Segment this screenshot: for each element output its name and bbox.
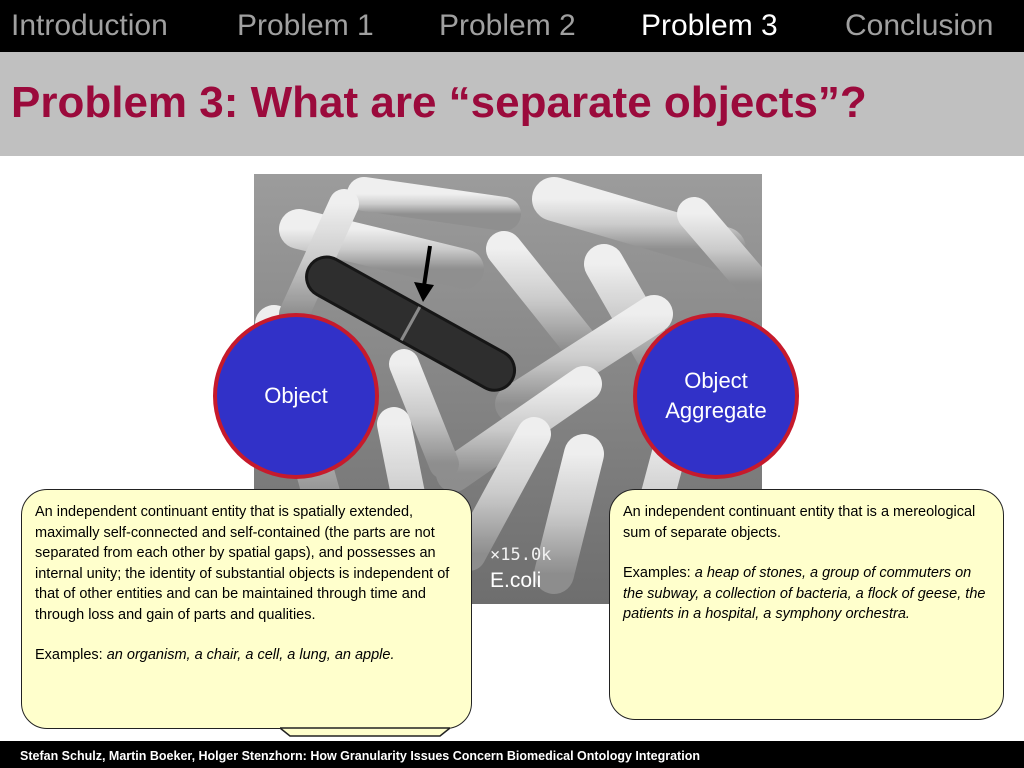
tab-introduction[interactable]: Introduction [11, 9, 168, 42]
object-definition: An independent continuant entity that is spatially extended, maximally self-connected and self-contained (the parts are not separated from each other by spatial gaps), and possesses an internal unity; the identity of substantial objects is independent of that of other entities and can be maintained through time and through loss and gain of parts and qualities. [35, 504, 450, 623]
callout-tail [280, 722, 450, 740]
object-definition-callout [21, 489, 472, 729]
aggregate-examples-list: a heap of stones, a group of commuters on the subway, a collection of bacteria, a flock of geese, the patients in a hospital, a symphony orchestra. [623, 565, 986, 622]
tab-problem-1[interactable]: Problem 1 [237, 9, 374, 42]
object-examples-list: an organism, a chair, a cell, a lung, an apple. [106, 647, 395, 663]
slide-title: Problem 3: What are “separate objects”? [11, 78, 867, 127]
tab-problem-2[interactable]: Problem 2 [439, 9, 576, 42]
image-caption: E.coli [490, 569, 542, 592]
footer-citation: Stefan Schulz, Martin Boeker, Holger Stenzhorn: How Granularity Issues Concern Biomedical Ontology Integration [20, 749, 700, 763]
tab-conclusion[interactable]: Conclusion [845, 9, 994, 42]
footer-bar [0, 741, 1024, 768]
nav-bar [0, 0, 1024, 52]
tab-problem-3[interactable]: Problem 3 [641, 9, 778, 42]
object-circle [213, 313, 379, 479]
aggregate-definition-callout [609, 489, 1004, 720]
object-aggregate-circle [633, 313, 799, 479]
object-examples [35, 645, 459, 666]
title-band [0, 52, 1024, 156]
aggregate-examples-label: Examples: [623, 565, 691, 581]
scale-readout: ×15.0k [490, 545, 552, 565]
object-aggregate-label: Object Aggregate [665, 368, 767, 423]
object-examples-label: Examples: [35, 647, 103, 663]
aggregate-definition: An independent continuant entity that is a mereological sum of separate objects. [623, 504, 976, 541]
object-label: Object [264, 383, 328, 408]
aggregate-examples [623, 563, 991, 625]
